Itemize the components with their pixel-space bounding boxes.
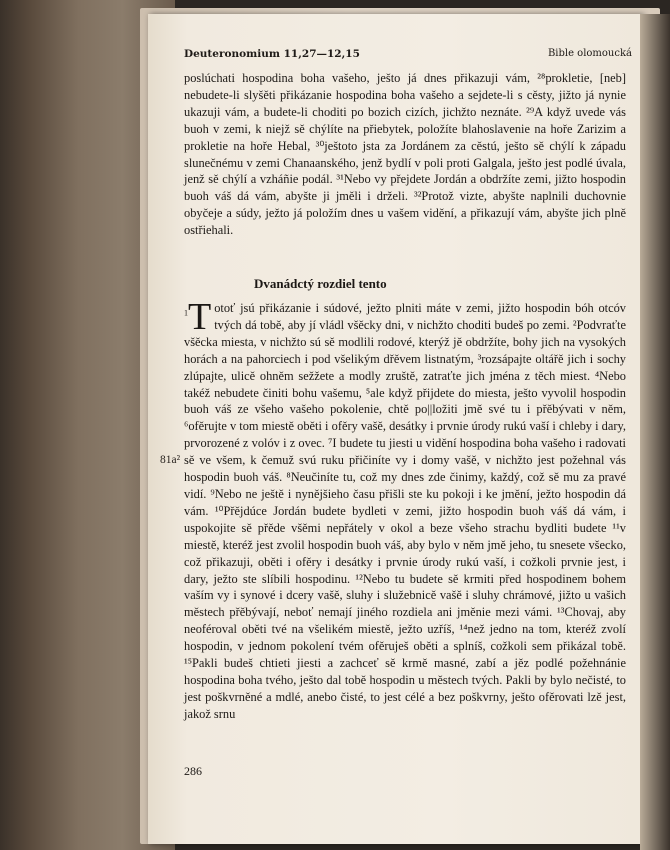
- running-header: [184, 48, 640, 66]
- drop-cap-letter: T: [188, 296, 212, 338]
- book-title: Bible olomoucká: [547, 48, 632, 59]
- margin-folio-note: 81a²: [160, 454, 181, 466]
- page-number: 286: [184, 764, 202, 778]
- paragraph-verses-1-15: otoť jsú přikázanie i súdové, ježto plniti máte v zemi, jižto hospodin bóh otcóv tvých dá tobě, aby jí vládl všěcky dni, v nichžto choditi budeš po zemi. ²Podvraťte všěcka miesta, v nichžto sú sě modlili rodové, kterýž jě obdržíte, bohy jich na vysokých horách a na pahorciech i pod všelikým dřěvem listnatým, ³rozsápajte oltářě jich i sochy zlúpajte, ulicě ohněm sežžete a modly zruště, zatraťte jich jména z těch miest. ⁴Nebo takéž nebudete činiti bohu vašemu, ⁵ale když přijdete do miesta, ješto vyvolil hospodin buoh váš ze všeho vašeho pokolenie, chtě po||ložiti jmě své tu i přěbývati v něm, ⁶ofěrujte v tom miestě oběti i ofěry vašě, desátky i prvnie úrody rukú vaší i chleby i dary, prvorozené z volóv i z ovec. ⁷I budete tu jiesti u vidění hospodina boha vašeho i radovati sě ve všem, k čemuž svú ruku přičiníte vy i domy vašě, v nichžto jest požehnal vás hospodin buoh váš. ⁸Neučiníte tu, což my dnes zde činimy, každý, což sě mu za pravé vidí. ⁹Nebo ne ještě i nynějšieho času přišli ste ku pokoji i ke jmění, ježto hospodin dá vám. ¹⁰Přějdúce Jordán budete bydleti v zemi, jižto hospodin buoh váš dá vám, i uspokojite sě přěde všěmi nepřátely v okol a beze všeho strachu bydliti budete ¹¹v miestě, kteréž jest zvolil hospodin buoh váš, aby bylo v něm jmě jeho, tu snesete všecko, což přikazuji, oběti i ofěry i desátky i prvnie úrody rukú vaší, i cožkoli prvnie jest, i dary, ježto ste slíbili hospodinu. ¹²Nebo tu budete sě krmiti před hospodinem bohem vaším vy i synové i dcery vašě, sluhy i služebnicě vašě i sluhy chrámové, jižto u vašich městech přěbývají, neboť nemají jiného rozdiela ani jměnie mezi vámi. ¹³Chovaj, aby neoféroval oběti tvé na všelikém miestě, ježto uzříš, ¹⁴než jedno na tom, kteréž zvolí hospodin, v jednom pokolení tvém ofěruješ oběti a splníš, cožkoli sem přikázal tobě. ¹⁵Pakli budeš chtieti jiesti a zachceť sě krmě masné, zabí a jěz podlé požehnánie hospodina boha tvého, ješto dal tobě hospodin u městech tvých. Pakli by bylo nečisté, to jest poškvrněné a mdlé, anebo čisté, to jest célé a bez poškvrny, ješto ofěrovati lzě jest, jakož srnu: [184, 301, 626, 721]
- chapter-heading: Dvanádctý rozdiel tento: [254, 276, 387, 291]
- verse-number: 1: [184, 308, 188, 318]
- running-title: Deuteronomium 11,27—12,15: [184, 48, 360, 60]
- page-shadow: [640, 14, 670, 850]
- drop-cap: [184, 296, 212, 338]
- chapter-12-text: [184, 296, 626, 723]
- paragraph-verses-27-32: poslúchati hospodina boha vašeho, ješto já dnes přikazuji vám, ²⁸prokletie, [neb] nebudete-li slyšěti přikázanie hospodina boha vašeho a sejdete-li s cěsty, jižto já nynie ukazuji vám, a budete-li choditi po bozich cizích, jichžto neznáte. ²⁹A když uvede vás buoh v zemi, k niejž sě chýlíte na přiebytek, položíte blahoslavenie na hoře Zarizim a prokletie na hoře Hebal, ³⁰ještoto jsta za Jordánem za cěstú, ješto sě chýlí k západu slunečnému v zemi Chanaanského, jenž bydlí v poli proti Galgala, ješto jest podlé úvala, jenž sě chýlí a vzháñie podál. ³¹Nebo vy přejdete Jordán a obdržíte zemi, jižto hospodin buoh váš dá vám, abyšte ji jměli i drželi. ³²Protož vizte, abyšte naplnili duchovnie obyčeje a súdy, ježto já položím dnes u vašem vidění, a přikazují vám, abyšte jich plně ostřiehali.: [184, 71, 626, 238]
